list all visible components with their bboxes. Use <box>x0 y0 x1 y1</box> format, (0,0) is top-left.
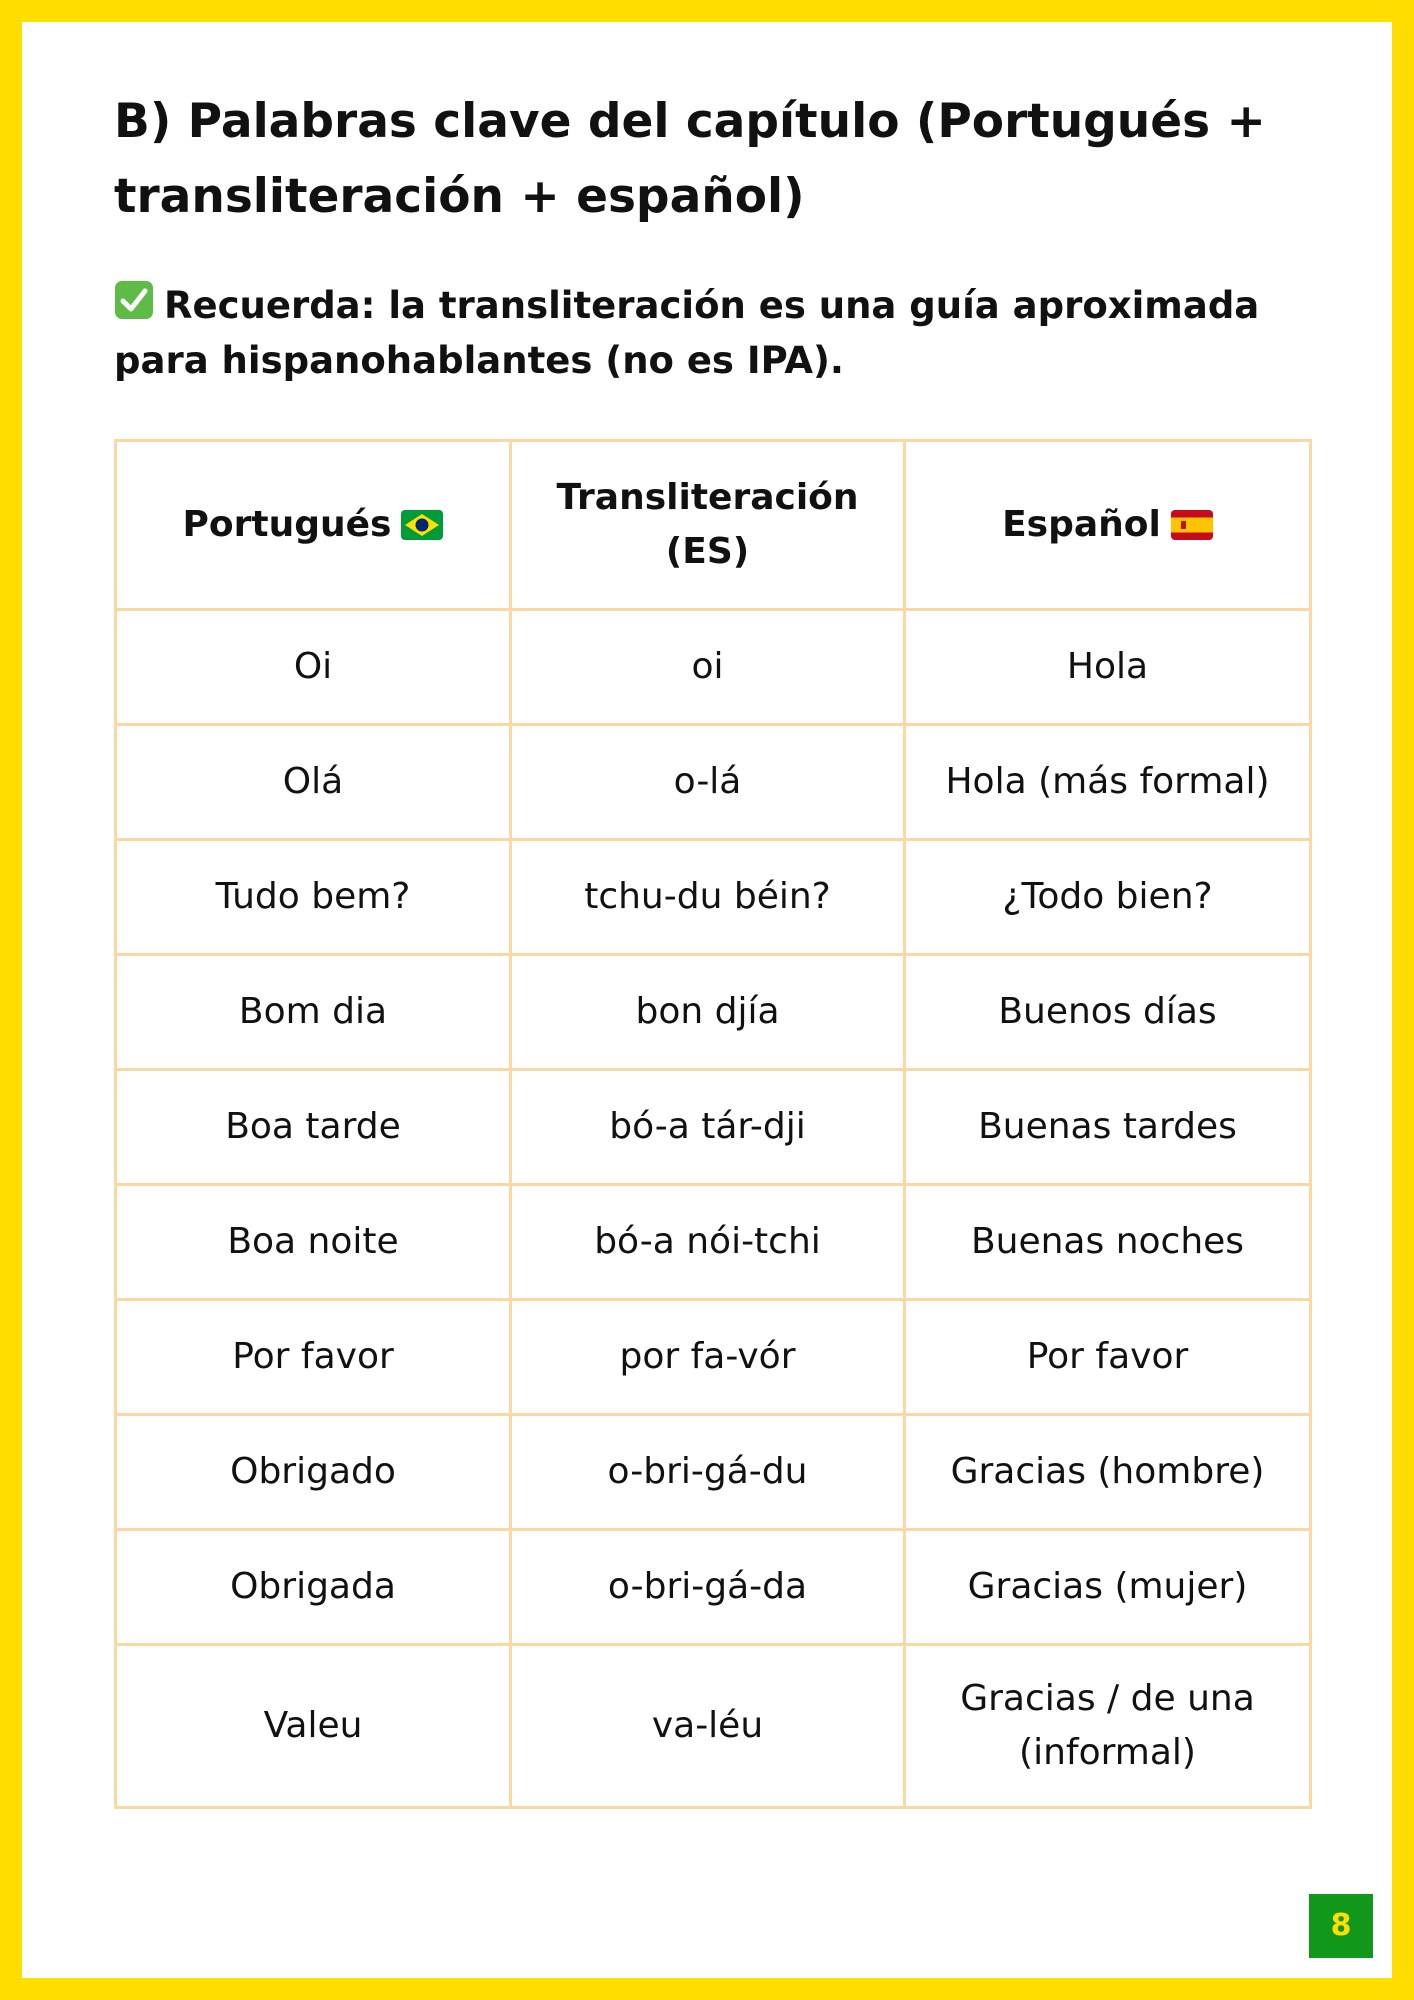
check-mark-button-icon <box>114 280 154 320</box>
cell-spanish: Hola <box>905 610 1311 725</box>
header-spanish <box>905 441 1311 610</box>
reminder-text: Recuerda: la transliteración es una guía aproximada para hispanohablantes (no es IPA). <box>114 284 1260 382</box>
cell-transliteration: bon djía <box>511 955 905 1070</box>
cell-transliteration: o-bri-gá-du <box>511 1415 905 1530</box>
cell-portuguese: Tudo bem? <box>116 840 511 955</box>
cell-spanish: Por favor <box>905 1300 1311 1415</box>
cell-portuguese: Valeu <box>116 1645 511 1808</box>
header-spanish-label: Español <box>1002 504 1161 545</box>
cell-spanish: Buenos días <box>905 955 1311 1070</box>
table-row <box>116 840 1311 955</box>
table-row <box>116 725 1311 840</box>
cell-spanish: Gracias (mujer) <box>905 1530 1311 1645</box>
cell-portuguese: Oi <box>116 610 511 725</box>
vocabulary-table <box>114 439 1312 1809</box>
header-portuguese-label: Portugués <box>182 504 392 545</box>
table-row <box>116 1530 1311 1645</box>
table-row <box>116 610 1311 725</box>
cell-transliteration: va-léu <box>511 1645 905 1808</box>
cell-transliteration: o-bri-gá-da <box>511 1530 905 1645</box>
page-sheet <box>22 22 1392 1978</box>
page-number-badge: 8 <box>1309 1894 1373 1958</box>
cell-transliteration: bó-a nói-tchi <box>511 1185 905 1300</box>
header-portuguese <box>116 441 511 610</box>
cell-portuguese: Olá <box>116 725 511 840</box>
cell-spanish: Gracias / de una (informal) <box>905 1645 1311 1808</box>
page-title: B) Palabras clave del capítulo (Portugués + transliteración + español) <box>114 94 1266 224</box>
reminder-note <box>114 278 1314 388</box>
header-transliteration: Transliteración (ES) <box>511 441 905 610</box>
cell-portuguese: Boa noite <box>116 1185 511 1300</box>
spain-flag-icon <box>1171 510 1213 540</box>
cell-spanish: ¿Todo bien? <box>905 840 1311 955</box>
table-row <box>116 1415 1311 1530</box>
cell-portuguese: Por favor <box>116 1300 511 1415</box>
cell-portuguese: Obrigado <box>116 1415 511 1530</box>
cell-portuguese: Boa tarde <box>116 1070 511 1185</box>
table-row <box>116 955 1311 1070</box>
cell-transliteration: por fa-vór <box>511 1300 905 1415</box>
cell-spanish: Buenas tardes <box>905 1070 1311 1185</box>
table-row <box>116 1185 1311 1300</box>
cell-transliteration: o-lá <box>511 725 905 840</box>
cell-transliteration: oi <box>511 610 905 725</box>
brazil-flag-icon <box>401 510 443 540</box>
cell-transliteration: tchu-du béin? <box>511 840 905 955</box>
table-header-row <box>116 441 1311 610</box>
cell-spanish: Buenas noches <box>905 1185 1311 1300</box>
cell-portuguese: Bom dia <box>116 955 511 1070</box>
cell-spanish: Hola (más formal) <box>905 725 1311 840</box>
table-row <box>116 1645 1311 1808</box>
table-row <box>116 1300 1311 1415</box>
cell-portuguese: Obrigada <box>116 1530 511 1645</box>
cell-spanish: Gracias (hombre) <box>905 1415 1311 1530</box>
table-row <box>116 1070 1311 1185</box>
cell-transliteration: bó-a tár-dji <box>511 1070 905 1185</box>
